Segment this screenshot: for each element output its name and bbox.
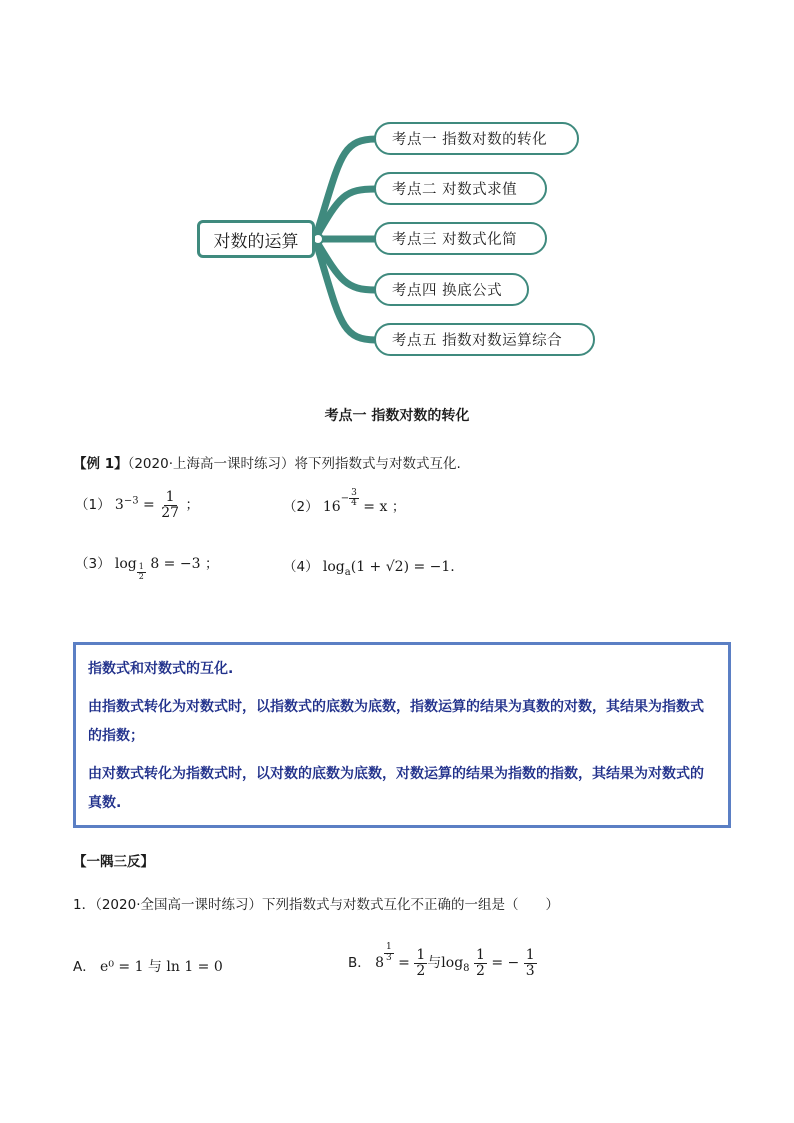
log-argument: (1 + √2) = −1. bbox=[350, 559, 455, 575]
connector: 与 bbox=[427, 955, 442, 972]
exponent-fraction bbox=[349, 489, 359, 509]
numerator: 1 bbox=[475, 947, 485, 963]
base: 3 bbox=[114, 497, 124, 514]
item-end: ； bbox=[391, 499, 406, 515]
example-item-2 bbox=[283, 487, 406, 518]
method-tip-box bbox=[73, 642, 731, 828]
log: log bbox=[441, 955, 464, 972]
denominator: 2 bbox=[416, 962, 426, 979]
option-label: A． bbox=[73, 959, 96, 975]
example-label: 【例 1】 bbox=[73, 456, 128, 472]
item-number: （3） bbox=[75, 556, 111, 572]
log-base: a bbox=[344, 566, 351, 578]
mind-map-node-1 bbox=[374, 122, 579, 155]
base: 8 bbox=[375, 955, 384, 972]
example-item-1 bbox=[75, 490, 199, 520]
base: 16 bbox=[322, 499, 341, 515]
node-label: 考点二 对数式求值 bbox=[392, 182, 518, 198]
example-item-3 bbox=[75, 552, 219, 581]
mind-map-root bbox=[197, 220, 315, 258]
example-item-4 bbox=[283, 555, 455, 578]
denominator: 3 bbox=[385, 952, 392, 963]
practice-heading: 【一隅三反】 bbox=[73, 854, 154, 870]
numerator: 1 bbox=[165, 489, 175, 505]
denominator: 3 bbox=[525, 962, 535, 979]
item-formula bbox=[114, 556, 205, 581]
item-number: （4） bbox=[283, 559, 319, 575]
fraction bbox=[474, 948, 487, 978]
mind-map-node-4 bbox=[374, 273, 529, 306]
denominator: 4 bbox=[351, 498, 357, 508]
item-end: ； bbox=[204, 556, 219, 572]
node-label: 考点五 指数对数运算综合 bbox=[392, 333, 563, 349]
node-label: 考点一 指数对数的转化 bbox=[392, 132, 548, 148]
numerator: 1 bbox=[525, 947, 535, 963]
exponent-fraction bbox=[384, 943, 394, 963]
option-label: B． bbox=[348, 955, 371, 972]
question-1: 1．（2020·全国高一课时练习）下列指数式与对数式互化不正确的一组是（ ） bbox=[73, 897, 559, 913]
option-a bbox=[73, 955, 223, 976]
fraction bbox=[414, 948, 427, 978]
result-sign: = − bbox=[491, 955, 520, 972]
denominator: 2 bbox=[475, 962, 485, 979]
option-text: e⁰ = 1 与 ln 1 = 0 bbox=[100, 959, 223, 975]
log-argument: 8 = −3 bbox=[150, 556, 201, 572]
mind-map-node-3 bbox=[374, 222, 547, 255]
tip-paragraph-2: 由对数式转化为指数式时，以对数的底数为底数，对数运算的结果为指数的指数，其结果为对数式的真数. bbox=[88, 766, 704, 811]
option-b bbox=[348, 942, 537, 979]
mind-map bbox=[0, 0, 794, 380]
node-label: 考点三 对数式化简 bbox=[392, 232, 518, 248]
numerator: 1 bbox=[385, 942, 392, 953]
denominator: 2 bbox=[138, 571, 144, 581]
example-heading bbox=[73, 452, 461, 472]
item-formula bbox=[322, 487, 392, 515]
log-base: 8 bbox=[463, 962, 470, 974]
denominator: 27 bbox=[161, 504, 180, 521]
item-number: （1） bbox=[75, 497, 111, 514]
section-title: 考点一 指数对数的转化 bbox=[324, 408, 470, 424]
node-label: 考点四 换底公式 bbox=[392, 283, 503, 299]
numerator: 3 bbox=[351, 487, 357, 498]
equals: = bbox=[398, 955, 410, 972]
item-number: （2） bbox=[283, 499, 319, 515]
item-end: ； bbox=[185, 497, 199, 514]
item-formula: $3^{-3}$ = $\frac{1}{27}$ bbox=[114, 489, 180, 521]
numerator: 1 bbox=[416, 947, 426, 963]
rhs: = x bbox=[363, 499, 388, 515]
numerator: 1 bbox=[138, 562, 144, 572]
log: log bbox=[322, 559, 345, 575]
mind-map-node-2 bbox=[374, 172, 547, 205]
example-source: （2020·上海高一课时练习）将下列指数式与对数式互化. bbox=[127, 456, 461, 472]
exponent: −3 bbox=[123, 495, 139, 507]
mind-map-node-5 bbox=[374, 323, 595, 356]
tip-title: 指数式和对数式的互化. bbox=[88, 661, 234, 677]
item-formula bbox=[322, 559, 455, 578]
log: log bbox=[114, 556, 137, 572]
fraction bbox=[159, 490, 181, 520]
root-label: 对数的运算 bbox=[213, 231, 299, 252]
log-base-fraction bbox=[137, 563, 146, 581]
fraction bbox=[524, 948, 537, 978]
exponent-sign: − bbox=[340, 493, 350, 504]
tip-paragraph-1: 由指数式转化为对数式时，以指数式的底数为底数，指数运算的结果为真数的对数，其结果为指数式的指数； bbox=[88, 699, 704, 744]
option-text bbox=[375, 942, 537, 979]
